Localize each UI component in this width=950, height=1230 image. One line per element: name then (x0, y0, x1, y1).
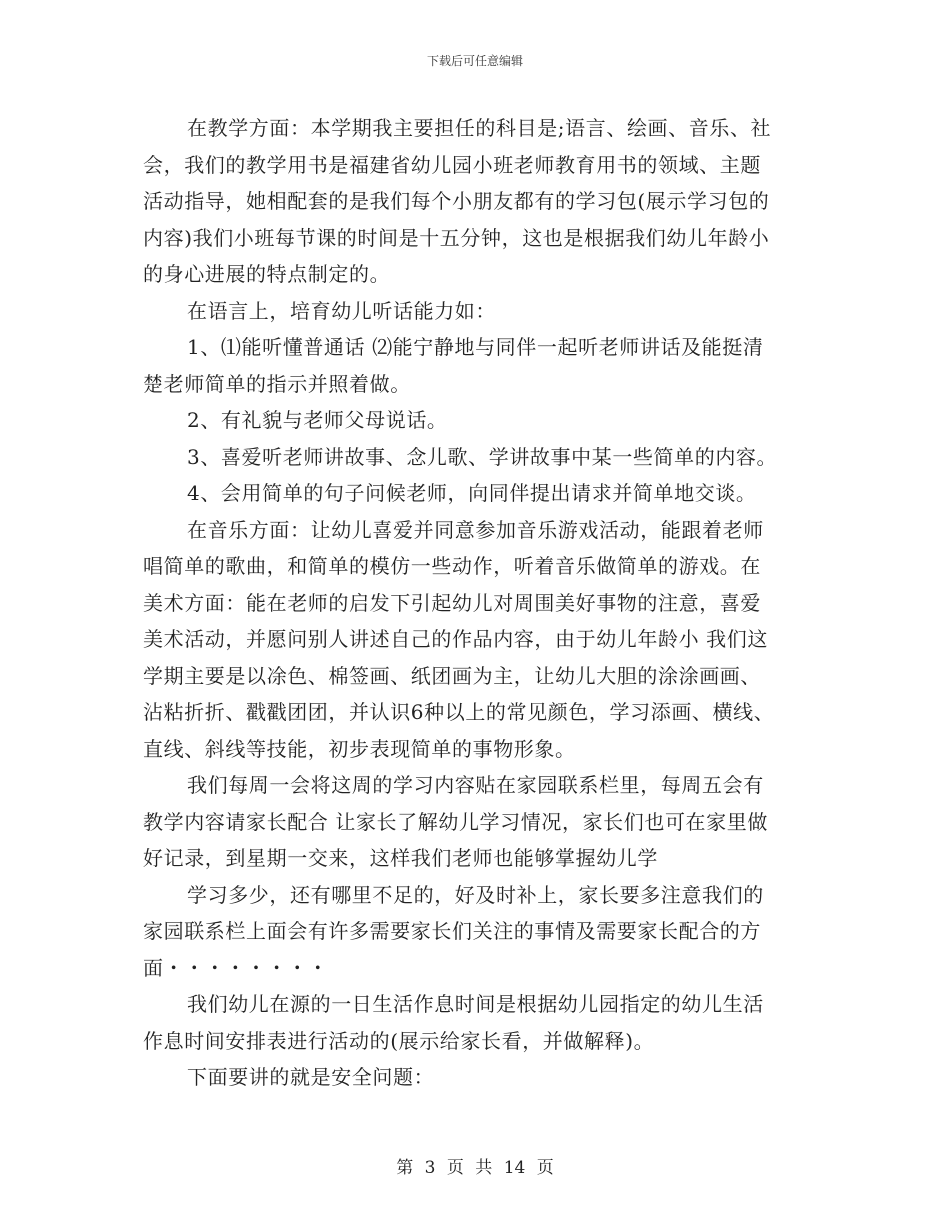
paragraph-line: 唱简单的歌曲，和简单的模仿一些动作，听着音乐做简单的游戏。在 (143, 554, 761, 578)
paragraph-line: 我们每周一会将这周的学习内容贴在家园联系栏里，每周五会有 (187, 773, 764, 797)
paragraph-line: 在音乐方面：让幼儿喜爱并同意参加音乐游戏活动，能跟着老师 (187, 517, 764, 542)
paragraph-line: 在语言上，培育幼儿听话能力如： (187, 298, 496, 323)
list-item-line: 楚老师简单的指示并照着做。 (143, 371, 411, 396)
paragraph-line: 学习多少，还有哪里不足的，好及时补上，家长要多注意我们的 (187, 882, 764, 907)
page-header: 下载后可任意编辑 (426, 54, 523, 68)
document-body (143, 110, 808, 1096)
list-item-line: 2、有礼貌与老师父母说话。 (187, 408, 448, 432)
list-item-line: 4、会用简单的句子问候老师，向同伴提出请求并简单地交谈。 (187, 481, 757, 505)
paragraph-line: 直线、斜线等技能，初步表现简单的事物形象。 (143, 736, 576, 761)
paragraph-line: 活动指导，她相配套的是我们每个小朋友都有的学习包(展示学习包的 (143, 189, 770, 213)
paragraph-line: 家园联系栏上面会有许多需要家长们关注的事情及需要家长配合的方 (143, 919, 761, 943)
paragraph-line: 内容)我们小班每节课的时间是十五分钟，这也是根据我们幼儿年龄小 (143, 225, 770, 250)
paragraph-line: 教学内容请家长配合 让家长了解幼儿学习情况，家长们也可在家里做 (143, 809, 768, 834)
paragraph-line: 的身心进展的特点制定的。 (143, 262, 391, 286)
paragraph-line: 我们幼儿在源的一日生活作息时间是根据幼儿园指定的幼儿生活 (187, 992, 764, 1016)
paragraph-line: 在教学方面：本学期我主要担任的科目是;语言、绘画、音乐、社 (187, 116, 772, 140)
paragraph-line: 美术活动，并愿问别人讲述自己的作品内容，由于幼儿年龄小 我们这 (143, 627, 768, 651)
paragraph-line: 下面要讲的就是安全问题： (187, 1065, 435, 1089)
paragraph-line: 美术方面：能在老师的启发下引起幼儿对周围美好事物的注意，喜爱 (143, 590, 761, 615)
paragraph-line: 好记录，到星期一交来，这样我们老师也能够掌握幼儿学 (143, 846, 658, 870)
list-item-line: 1、⑴能听懂普通话 ⑵能宁静地与同伴一起听老师讲话及能挺清 (187, 335, 764, 359)
paragraph-line: 面・・・・・・・・ (143, 955, 329, 980)
list-item-line: 3、喜爱听老师讲故事、念儿歌、学讲故事中某一些简单的内容。 (187, 444, 778, 469)
paragraph-line: 会，我们的教学用书是福建省幼儿园小班老师教育用书的领域、主题 (143, 152, 761, 177)
paragraph-line: 沾粘折折、戳戳团团，并认识6种以上的常见颜色，学习添画、横线、 (143, 700, 775, 724)
page-number-footer: 第 3 页 共 14 页 (396, 1158, 554, 1178)
paragraph-line: 作息时间安排表进行活动的(展示给家长看，并做解释)。 (143, 1028, 655, 1053)
paragraph-line: 学期主要是以凃色、棉签画、纸团画为主，让幼儿大胆的涂涂画画、 (143, 663, 761, 688)
